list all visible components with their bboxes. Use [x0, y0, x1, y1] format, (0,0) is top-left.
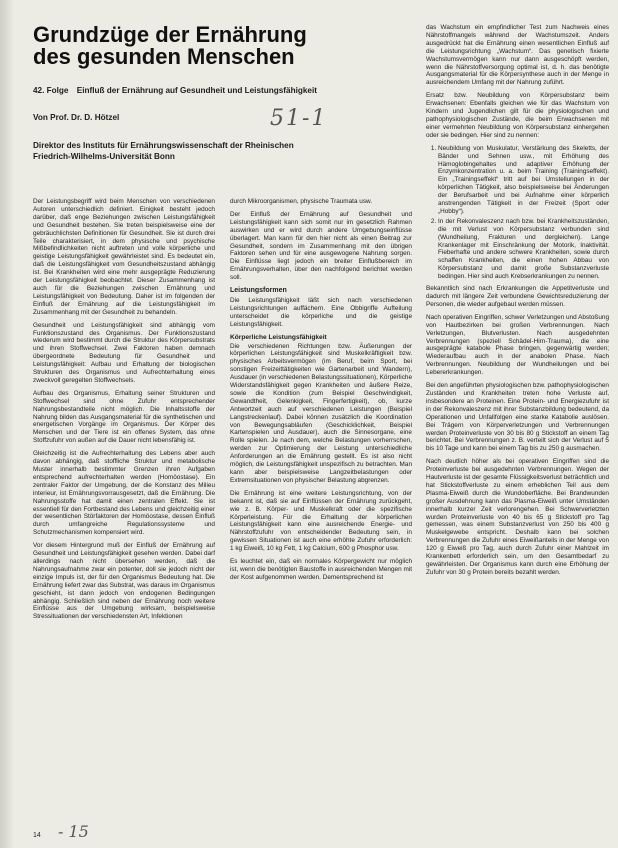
- paragraph: Gleichzeitig ist die Aufrechterhaltung des Lebens aber auch davon abhängig, daß stoffliche Struktur und metabolische Muster innerhalb bestimmter Grenzen ihren Aufgaben entsprechend aufrechterhalten werden (Homöostase). Ein zentraler Faktor der Umgebung, der die Konstanz des Milieu interieur, ist Ernährungsvorrausgesetzt, daß die Ernährung. Die Nahrungsstoffe hat damit einen zentralen Effekt. Sie ist essentiell für den Fortbestand des Lebens und gleichzeitig einer der wesentlichen Störfaktoren der Homöostase, dessen Einfluß durch umfangreiche Regulationssysteme und Schutzmechanismen kompensiert wird.: [33, 450, 215, 537]
- text-column-1: [33, 198, 215, 626]
- paragraph: Aufbau des Organismus, Erhaltung seiner Strukturen und Stoffwechsel sind ohne Zufuhr entsprechender Nahrungsbestandteile nicht möglich. Die Inhaltsstoffe der Nahrung bilden das Ausgangsmaterial für die synthetischen und energetischen Vorgänge im Organismus. Der Körper des Menschen und der Tiere ist ein offenes System, das ohne Stoffzufuhr von außen auf die Dauer nicht lebensfähig ist.: [33, 389, 215, 445]
- page-binding-shadow: [0, 0, 14, 848]
- paragraph: Bekanntlich sind nach Erkrankungen die Appetitverluste und dadurch mit längere Zeit verbundene Gewichtsreduzierung der Personen, die wieder aufgebaut werden müssen.: [426, 285, 609, 308]
- series-title: Einfluß der Ernährung auf Gesundheit und Leistungsfähigkeit: [76, 86, 317, 95]
- paragraph: Die Ernährung ist eine weitere Leistungsrichtung, von der bekannt ist, daß sie auf Einflüssen der Ernährung zurückgeht, wie z. B. Körper- und Muskelkraft oder die spezifische Körperleistung. Für die Erhaltung der körperlichen Leistungsfähigkeit kann eine ausreichende Energie- und Nährstoffzufuhr von entscheidender Bedeutung sein, in gewissen Situationen ist auch eine erhöhte Zufuhr erforderlich: 1 kg Eiweiß, 10 kg Fett, 1 kg Calcium, 600 g Phosphor usw.: [230, 489, 412, 553]
- paragraph: Der Leistungsbegriff wird beim Menschen von verschiedenen Autoren unterschiedlich definiert. Einigkeit besteht jedoch darüber, daß enge Beziehungen zwischen Leistungsfähigkeit und Gesundheit bestehen. Sie treten beispielsweise eine der gebräuchlichsten Definitionen für Gesundheit. Sie ist durch drei Teile charakterisiert, in dem physische und psychische Mißbefindlichkeiten nicht auftreten und volle körperliche und geistige Leistungsfähigkeit gewährleistet sind. Es bedeutet ein, daß die Leistungsfähigkeit vom Gesundheitszustand abhängig ist. Bei Krankheiten wird eine mehr ausgeprägte Reduzierung der Leistungsfähigkeit beobachtet. Dieser Zusammenhang ist auch für die Beziehungen zwischen Ernährung und Leistungsfähigkeit von Bedeutung. Daher ist im folgenden der Einfluß der Ernährung auf die Leistungsfähigkeit im Zusammenhang mit der Gesundheit zu behandeln.: [33, 198, 215, 316]
- list-item: 1. Neubildung von Muskulatur, Verstärkung des Skeletts, der Bänder und Sehnen usw., mit Erhöhung des Hämoglobingehaltes und adaptiver Erhöhung der Enzymkonzentration u. a. beim Training (Trainingseffekt). Ein „Trainingseffekt“ tritt auf bei Umstellungen in der körperlichen Tätigkeit, also beispielsweise bei Änderungen der Berufsarbeit und bei Aufnahme einer körperlich anstrengenden Tätigkeit in der Freizeit (Sport oder „Hobby“).: [438, 145, 609, 216]
- paragraph: Bei den angeführten physiologischen bzw. pathophysiologischen Zuständen und Krankheiten treten hohe Verluste auf, insbesondere an Proteinen. Eine Protein- und Energiezufuhr ist in der Rekonvaleszenz mit ihrer Substanzbildung bedeutend, da Operationen und Unfallfolgen eine starke Katabolie auslösen. Bei Trägern von Körperverletzungen und Verbrennungen werden Proteinverluste von 30 bis 80 g Stickstoff an einem Tag berichtet. Bei Verbrennungen z. B. verteilt sich der Verlust auf 5 bis 10 Tage und kann bei einem Tag bis zu 250 g ausmachen.: [426, 382, 609, 453]
- series-number: 42. Folge: [33, 86, 69, 95]
- institution: [33, 140, 413, 162]
- institution-line-2: Friedrich-Wilhelms-Universität Bonn: [33, 152, 175, 161]
- text-column-2: [230, 198, 412, 587]
- paragraph: das Wachstum ein empfindlicher Test zum Nachweis eines Nährstoffmangels während der Wachstumszeit. Anders ausgedrückt hat die Ernährung einen wesentlichen Einfluß auf die Leistungsrichtung „Wachstum“. Das genetisch fixierte Wachstumsvermögen kann nur dann ausgeschöpft werden, wenn die Nährstoffversorgung optimal ist, d. h. das benötigte Ausgangsmaterial für die Körpersynthese auch in der Menge in ausreichendem Umfang mit der Nahrung zuführt.: [426, 24, 609, 87]
- text-column-3: [426, 24, 609, 582]
- section-heading: Leistungsformen: [230, 287, 287, 295]
- series-heading: [33, 86, 413, 95]
- subsection-heading: Körperliche Leistungsfähigkeit: [230, 333, 327, 341]
- paragraph: Vor diesem Hintergrund muß der Einfluß der Ernährung auf Gesundheit und Leistungsfähigkeit gesehen werden. Dabei darf allerdings nach nicht übersehen werden, daß die Nahrungsaufnahme zwar ein potenter, doll sie jedoch nicht der einzige Impuls ist, der für den Organismus Bedeutung hat. Die Ernährung liefert zwar das Substrat, was daraus im Organismus geschieht, ist dann jedoch von endogenen Bedingungen abhängig. Schließlich sind neben der Ernährung noch weitere Einflüsse aus der Umgebung wirksam, beispielsweise Stressituationen der verschiedensten Art, Infektionen: [33, 542, 215, 621]
- numbered-list: [426, 145, 609, 281]
- paragraph: Es leuchtet ein, daß ein normales Körpergewicht nur möglich ist, wenn die benötigten Baustoffe in ausreichenden Mengen mit der Kost aufgenommen werden. Dementsprechend ist: [230, 558, 412, 581]
- page-number: 14: [33, 832, 41, 839]
- list-item: 2. In der Rekonvaleszenz nach bzw. bei Krankheitszuständen, die mit Verlust von Körpersubstanz verbunden sind (Wundheilung, Frakturen und dergleichen). Lange Krankenlager mit Einschränkung der Motorik, Inaktivität. Fieberhafte und andere schwere Krankheiten, sowie durch schaffen Krankheiten, die einen hohen Abbau von Körpersubstanz und damit große Substanzverluste bedingen. Hier sind auch Krebserkrankungen zu nennen.: [438, 218, 609, 281]
- paragraph: Ersatz bzw. Neubildung von Körpersubstanz beim Erwachsenen: Ebenfalls gleichen wie für das Wachstum von Kindern und Jugendlichen gilt für die physiologischen und pathophysiologischen Zustände, die beim Erwachsenen mit einer vermehrten Neubildung von Körpersubstanz einhergehen oder sie bedingen. Hier sind zu nennen:: [426, 92, 609, 139]
- author-line: Von Prof. Dr. D. Hötzel: [33, 113, 120, 122]
- paragraph: Die Leistungsfähigkeit läßt sich nach verschiedenen Leistungsrichtungen auffächern. Eine Obbigriffe Aufteilung unterscheidet die körperliche und die geistige Leistungsfähigkeit.: [230, 296, 412, 328]
- paragraph: Nach deutlich höher als bei operativen Eingriffen sind die Proteinverluste bei ausgedehnten Verbrennungen. Wegen der Hautverluste ist der gesamte Flüssigkeitsverlust beträchtlich und hat Stickstoffverluste zu einem erheblichen Teil aus dem Plasma-Eiweiß durch die Wundoberfläche. Bei Brandwunden großer Ausdehnung kann das Plasma-Eiweiß unter Umständen innerhalb kurzer Zeit verlorengehen. Bei Schwerverletzten wurden Proteinverluste von 40 bis 65 g Stickstoff pro Tag gemessen, was einem Substanzverlust von 250 bis 400 g Muskelgewebe entspricht. Deshalb kann bei solchen Verbrennungen die Zufuhr eines Eiweißanteils in der Menge von 120 g Eiweiß pro Tag, auch durch Zufuhr einer Mahlzeit im Krankenbett erforderlich sein, um den Gesamtbedarf zu gewährleisten. Der Organismus kann durch eine Erhöhung der Zufuhr von 30 g Protein bereits bezahlt werden.: [426, 458, 609, 576]
- paragraph: Der Einfluß der Ernährung auf Gesundheit und Leistungsfähigkeit kann sich somit nur im gesetzlich Rahmen auswirken und er wird durch andere Umgebungseinflüsse überlagert. Man kann für den hier nicht als einen Beitrag zur Gesundheit, sondern im Zusammenhang mit den übrigen Faktoren sehen und für eine ausgewogene Nahrung sorgen. Die Einflüsse liegt jedoch ein breiter Einflußbereich im Ernährungsverhalten, über den nachfolgend berichtet werden soll.: [230, 210, 412, 282]
- title-line-1: Grundzüge der Ernährung: [33, 22, 307, 47]
- paragraph: Nach operativen Eingriffen, schwer Verletzungen und Abstoßung von Hautbezirken bei großen Verbrennungen. Nach Verletzungen, Blutverlusten. Nach ausgedehnten Verbrennungen (speziell Schädel-Hirn-Trauma), die eine ausgeprägte katabole Phase bringen, gegenwärtig werden; Wiederaufbau auch in der anabolen Phase. Nach Verbrennungen. Neubildung der Wundheilungen und bei Lebererkrankungen.: [426, 313, 609, 377]
- institution-line-1: Direktor des Instituts für Ernährungswissenschaft der Rheinischen: [33, 141, 294, 150]
- title-line-2: des gesunden Menschen: [33, 44, 295, 69]
- handwritten-note: 51-1: [270, 106, 328, 131]
- handwritten-page-note: - 15: [58, 822, 89, 841]
- paragraph: Gesundheit und Leistungsfähigkeit sind abhängig vom Funktionszustand des Organismus. Der Funktionszustand wiederum wird bestimmt durch die Struktur des Körpersubstrats und ihren Stoffwechsel. Zwei Faktoren haben demnach übergeordnete Bedeutung für Gesundheit und Leistungsfähigkeit: Aufbau und Erhaltung der biologischen Strukturen des Organismus und Aufrechterhaltung eines zweckvoll geregelten Stoffwechsels.: [33, 321, 215, 384]
- paragraph: durch Mikroorganismen, physische Traumata usw.: [230, 198, 373, 205]
- paragraph: Die verschiedenen Richtungen bzw. Äußerungen der körperlichen Leistungsfähigkeit sind Muskelkräftigkeit bzw. physisches Arbeitsvermögen (im Beruf, beim Sport, bei sonstigen Freizeittätigkeiten wie Gartenarbeit und Wandern), Ausdauer (in verschiedenen Belastungssituationen), Körperliche Widerstandsfähigkeit gegen Krankheiten und äußere Reize, sowie die Kondition (zum Beispiel Geschwindigkeit, Gewandtheit, Gelenkigkeit, Fingerfertigkeit), ob, kurze Antwortzeit auch auf verschiedenen Leistungen (Beispiel Langstreckenlauf). Dabei können zusätzlich die Koordination von Bewegungsabläufen (Geschicklichkeit, Beispiel Kartenspielen und Ausdauer), auch die Sinnesorgane, eine Rolle spielen. Je nach dem, welche Belastungen vorherrschen, werden zur Optimierung der Leistung unterschiedliche Anforderungen an die Ernährung gestellt. Es ist also nicht möglich, die Leistungsfähigkeit unspezifisch zu betrachten. Man kann aber beispielsweise Langzeitbelastungen oder Extremsituationen von physischer Belastung abgrenzen.: [230, 342, 412, 484]
- article-title: [33, 24, 413, 68]
